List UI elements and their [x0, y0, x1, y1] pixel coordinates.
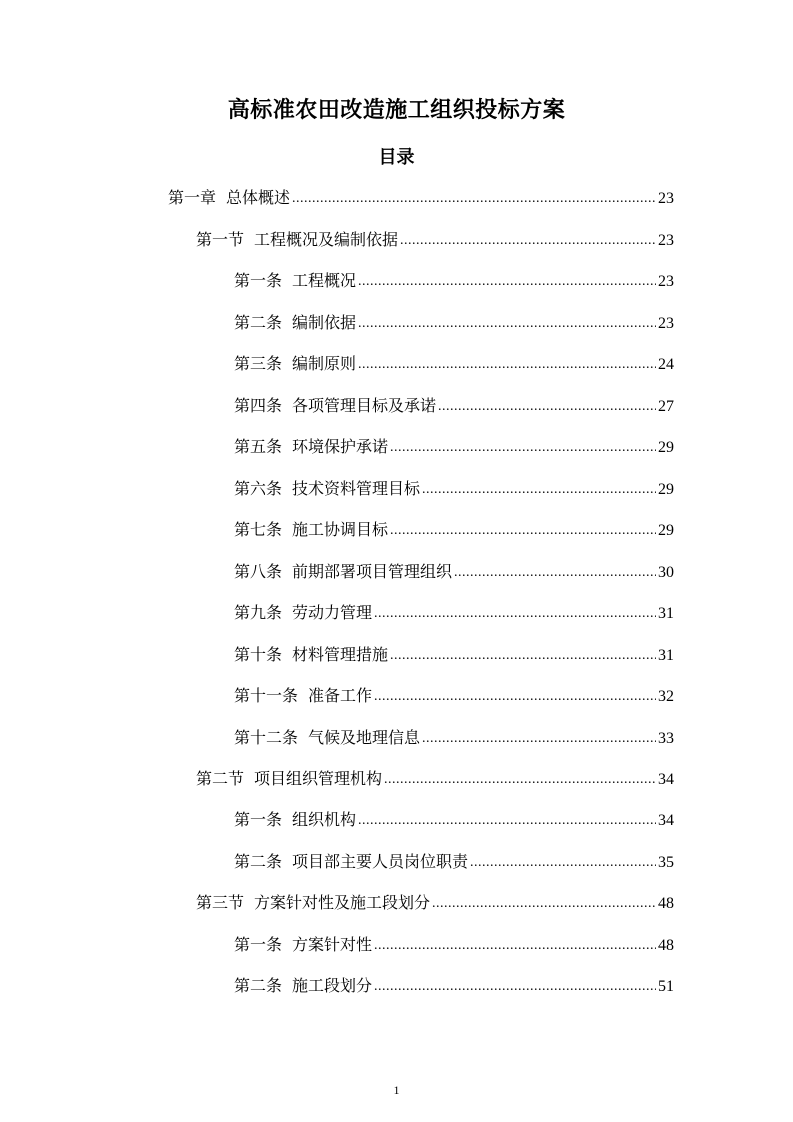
toc-entry[interactable] [234, 598, 674, 628]
toc-entry[interactable] [234, 847, 674, 877]
toc-entry-number: 第四条 [234, 396, 283, 415]
toc-entry-title: 气候及地理信息 [308, 728, 421, 747]
toc-entry-page: 33 [658, 730, 674, 747]
toc-leader-dots [358, 350, 656, 380]
toc-entry[interactable] [234, 805, 674, 835]
toc-entry[interactable] [196, 888, 674, 918]
toc-entry-title: 项目部主要人员岗位职责 [292, 852, 469, 871]
toc-entry-number: 第十条 [234, 645, 283, 664]
toc-entry-title: 准备工作 [308, 686, 373, 705]
toc-entry[interactable] [234, 515, 674, 545]
toc-entry[interactable] [234, 681, 674, 711]
toc-leader-dots [422, 475, 656, 505]
toc-entry[interactable] [196, 225, 674, 255]
toc-entry[interactable] [234, 349, 674, 379]
toc-leader-dots [374, 682, 656, 712]
toc-leader-dots [422, 724, 656, 754]
toc-entry-title: 项目组织管理机构 [254, 769, 383, 788]
toc-entry-page: 24 [658, 356, 674, 373]
toc-entry-page: 48 [658, 895, 674, 912]
toc-entry-page: 23 [658, 273, 674, 290]
footer-page-number: 1 [393, 1083, 400, 1097]
toc-entry-number: 第一节 [196, 230, 245, 249]
toc-entry-title: 工程概况及编制依据 [254, 230, 399, 249]
toc-entry-page: 34 [658, 812, 674, 829]
toc-leader-dots [390, 641, 656, 671]
toc-entry-number: 第七条 [234, 520, 283, 539]
toc-entry[interactable] [234, 308, 674, 338]
toc-entry-number: 第二节 [196, 769, 245, 788]
toc-entry[interactable] [234, 474, 674, 504]
toc-entry-number: 第六条 [234, 479, 283, 498]
toc-entry-number: 第一条 [234, 935, 283, 954]
toc-entry[interactable] [234, 930, 674, 960]
toc-leader-dots [292, 184, 656, 214]
toc-entry-page: 30 [658, 564, 674, 581]
toc-entry-title: 施工协调目标 [292, 520, 389, 539]
toc-leader-dots [358, 309, 656, 339]
toc-entry-page: 23 [658, 315, 674, 332]
toc-entry-title: 方案针对性 [292, 935, 373, 954]
toc-entry-title: 总体概述 [226, 188, 291, 207]
toc-entry-page: 23 [658, 190, 674, 207]
toc-leader-dots [390, 516, 656, 546]
toc-entry-number: 第十二条 [234, 728, 299, 747]
toc-entry[interactable] [168, 183, 674, 213]
toc-entry[interactable] [234, 557, 674, 587]
toc-leader-dots [438, 392, 656, 422]
toc-entry-page: 31 [658, 647, 674, 664]
document-title: 高标准农田改造施工组织投标方案 [227, 98, 566, 123]
toc-entry-number: 第一条 [234, 810, 283, 829]
toc-entry-title: 施工段划分 [292, 976, 373, 995]
toc-heading: 目录 [378, 147, 415, 168]
toc-entry-number: 第三节 [196, 893, 245, 912]
toc-entry[interactable] [234, 391, 674, 421]
toc-leader-dots [454, 558, 656, 588]
toc-entry-title: 组织机构 [292, 810, 357, 829]
toc-entry[interactable] [196, 764, 674, 794]
toc-entry-page: 31 [658, 605, 674, 622]
toc-entry-page: 34 [658, 771, 674, 788]
toc-entry-title: 技术资料管理目标 [292, 479, 421, 498]
toc-entry-number: 第二条 [234, 313, 283, 332]
toc-entry-title: 环境保护承诺 [292, 437, 389, 456]
toc-entry-number: 第三条 [234, 354, 283, 373]
toc-entry-number: 第八条 [234, 562, 283, 581]
toc-entry-page: 35 [658, 854, 674, 871]
toc-leader-dots [358, 267, 656, 297]
toc-entry-number: 第十一条 [234, 686, 299, 705]
toc-entry[interactable] [234, 971, 674, 1001]
toc-entry-title: 编制依据 [292, 313, 357, 332]
toc-leader-dots [384, 765, 656, 795]
toc-leader-dots [400, 226, 656, 256]
toc-entry-page: 29 [658, 481, 674, 498]
toc-entry-number: 第二条 [234, 852, 283, 871]
toc-entry-number: 第一条 [234, 271, 283, 290]
toc-entry-page: 27 [658, 398, 674, 415]
toc-entry-title: 工程概况 [292, 271, 357, 290]
toc-entry-number: 第二条 [234, 976, 283, 995]
toc-leader-dots [470, 848, 656, 878]
toc-entry-page: 32 [658, 688, 674, 705]
toc-leader-dots [374, 931, 656, 961]
toc-entry[interactable] [234, 432, 674, 462]
toc-entry-title: 前期部署项目管理组织 [292, 562, 453, 581]
toc-entry[interactable] [234, 266, 674, 296]
toc-entry-page: 48 [658, 937, 674, 954]
toc-entry-number: 第九条 [234, 603, 283, 622]
toc-entry-title: 各项管理目标及承诺 [292, 396, 437, 415]
toc-leader-dots [374, 972, 656, 1002]
toc-entry-title: 方案针对性及施工段划分 [254, 893, 431, 912]
toc-leader-dots [390, 433, 656, 463]
toc-entry-page: 29 [658, 439, 674, 456]
toc-entry[interactable] [234, 640, 674, 670]
toc-entry-page: 29 [658, 522, 674, 539]
toc-entry[interactable] [234, 723, 674, 753]
toc-entry-page: 51 [658, 978, 674, 995]
toc-entry-number: 第一章 [168, 188, 217, 207]
toc-entry-page: 23 [658, 232, 674, 249]
toc-entry-title: 编制原则 [292, 354, 357, 373]
toc-leader-dots [374, 599, 656, 629]
toc-entry-number: 第五条 [234, 437, 283, 456]
toc-leader-dots [432, 889, 656, 919]
toc-leader-dots [358, 806, 656, 836]
toc-entry-title: 材料管理措施 [292, 645, 389, 664]
toc-entry-title: 劳动力管理 [292, 603, 373, 622]
